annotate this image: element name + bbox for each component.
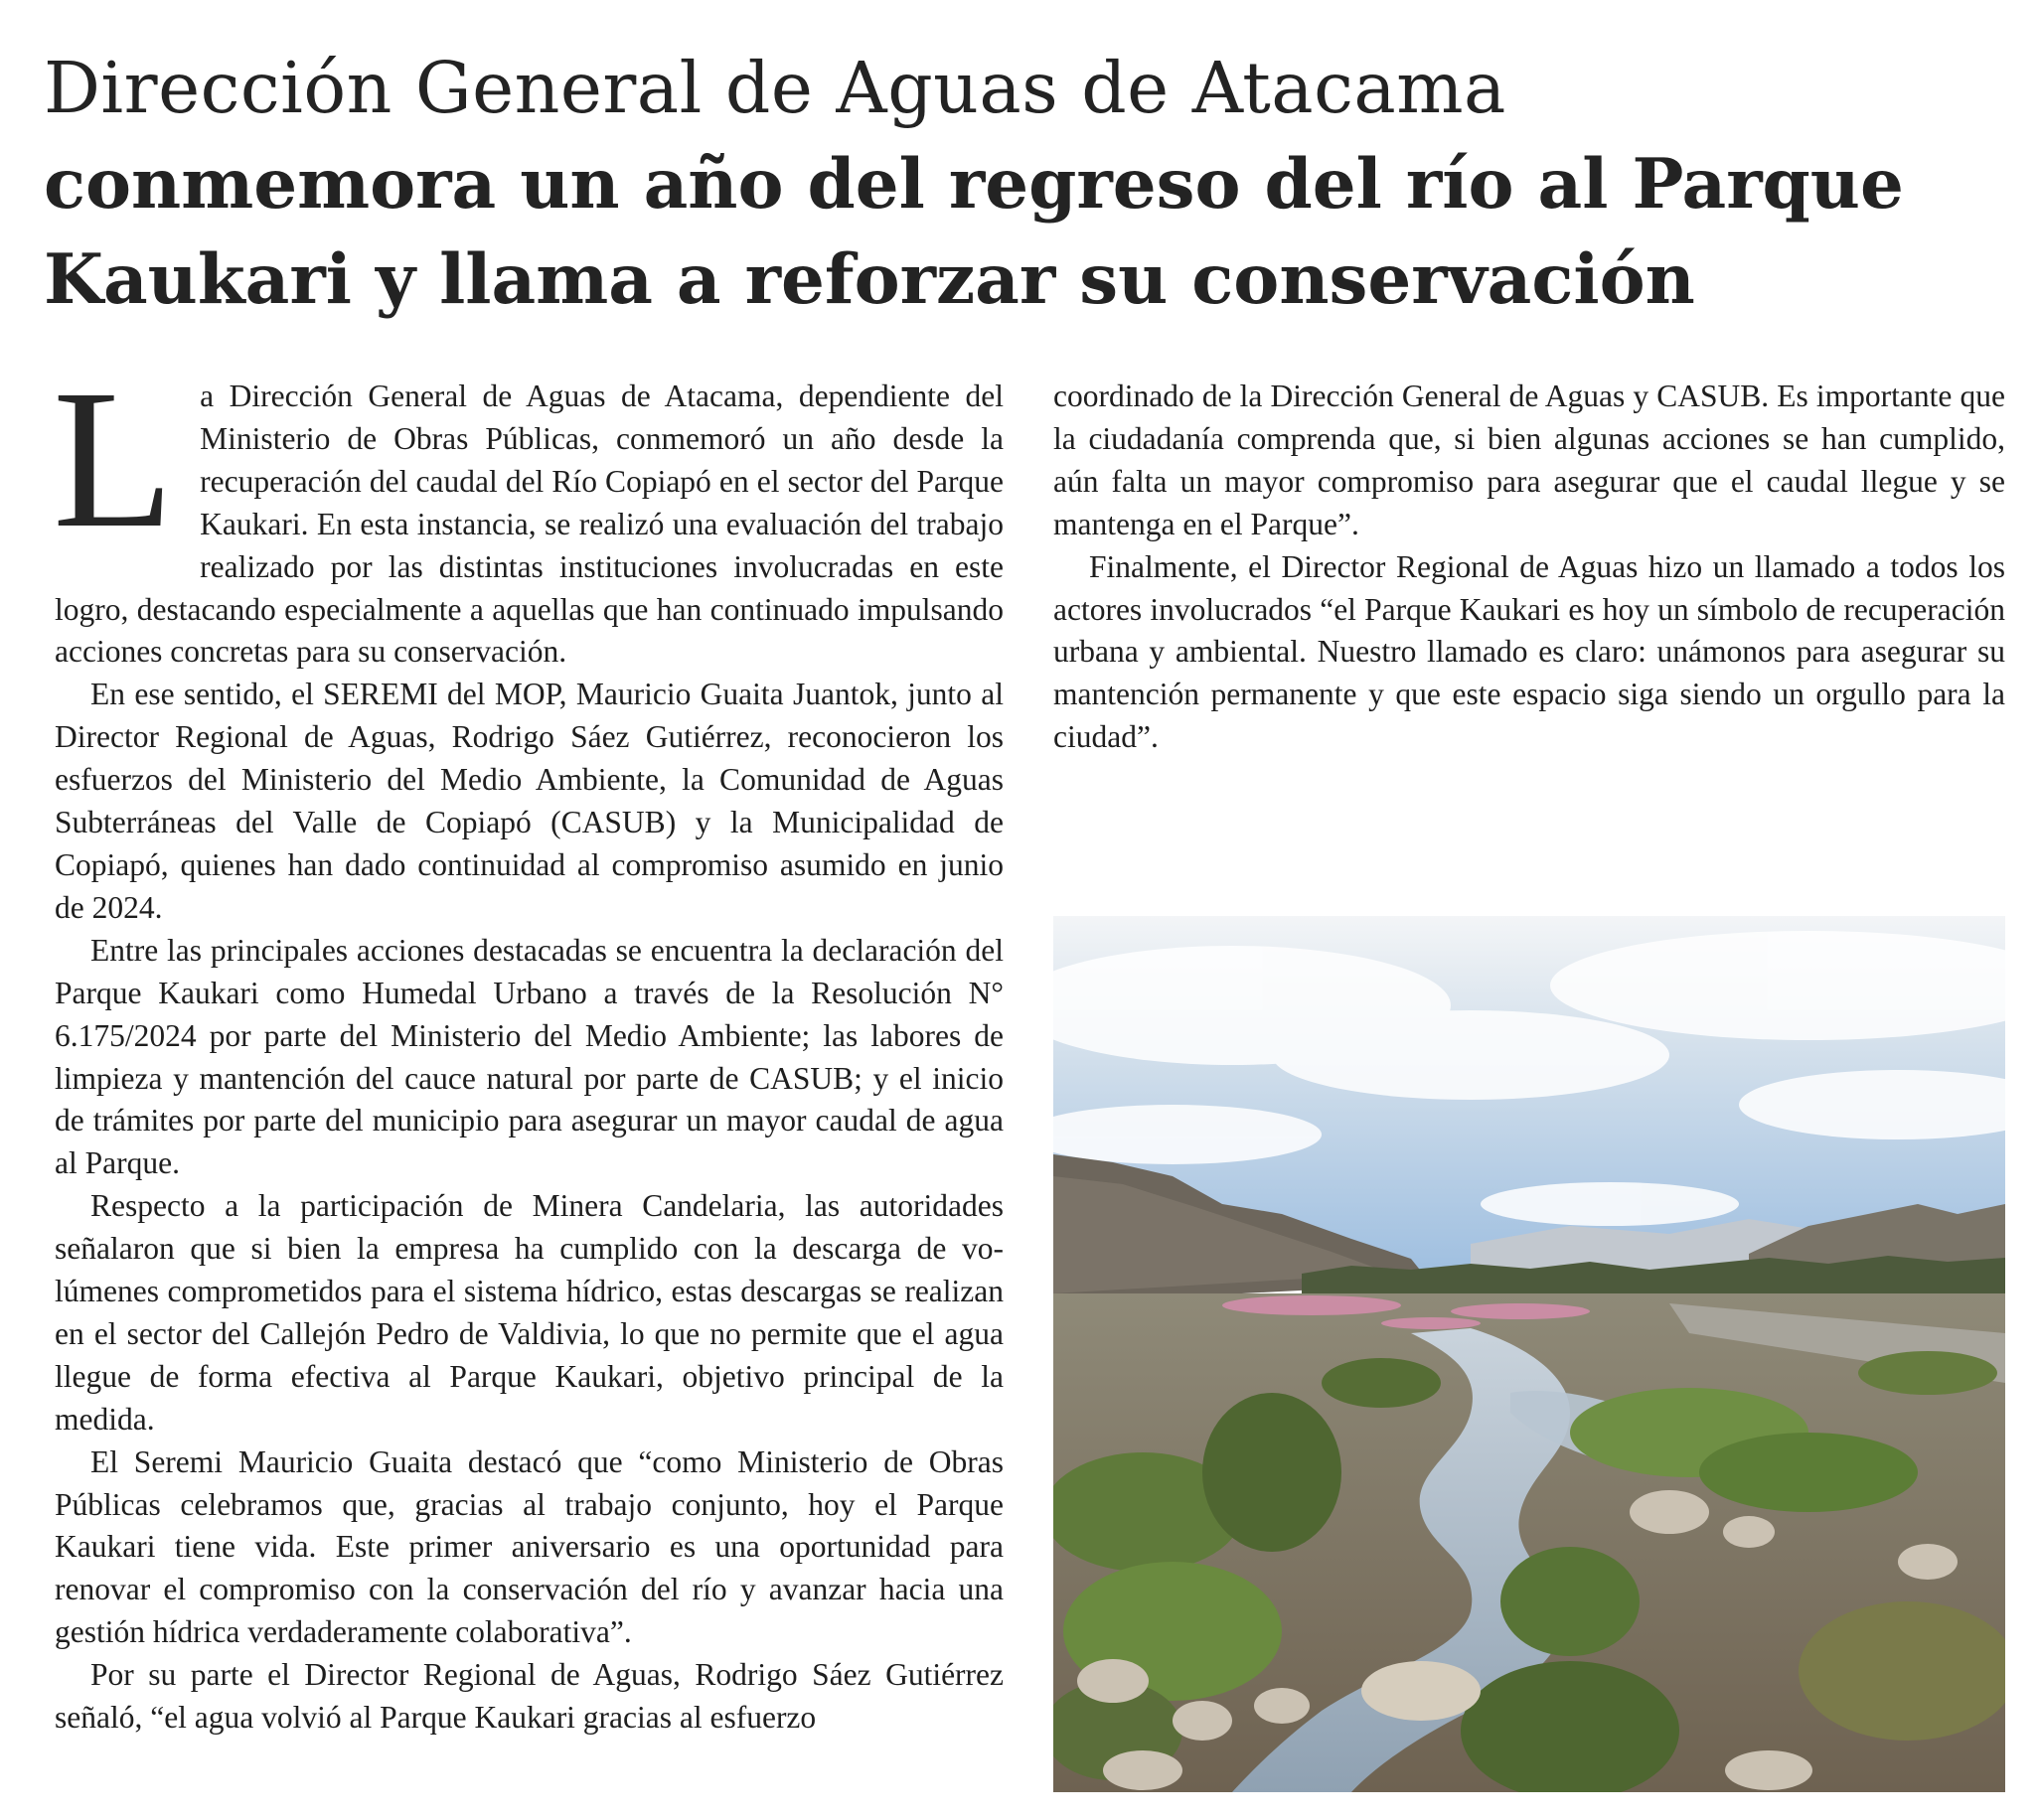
paragraph-4: Respecto a la participación de Minera Candelaria, las autoridades señalaron que si bien la empresa ha cumplido con la descarga de volúmenes comprometidos para el sistema hídrico, estas descargas se realizan en el sector del Callejón Pedro de Valdivia, lo que no permite que el agua llegue de forma efectiva al Parque Kaukari, objetivo principal de la medida.: [55, 1188, 1004, 1437]
headline-line-2: conmemora un año del regreso del río al Parque: [44, 144, 1904, 225]
paragraph-2: En ese sentido, el SEREMI del MOP, Mauricio Guaita Juantok, junto al Director Regional de Aguas, Rodrigo Sáez Gutiérrez, reconocieron los esfuerzos del Ministerio del Medio Ambiente, la Comunidad de Aguas Subterráneas del Valle de Copiapó (CASUB) y la Municipalidad de Copiapó, quienes han dado continuidad al compromiso asumido en junio de 2024.: [55, 677, 1004, 925]
paragraph-3: Entre las principales acciones destacadas se encuentra la declaración del Parque Kaukari como Humedal Urbano a través de la Resolución N° 6.175/2024 por parte del Ministerio del Medio Ambiente; las labores de limpieza y mantención del cauce natural por parte de CASUB; y el inicio de trámites por parte del municipio para asegurar un mayor caudal de agua al Parque.: [55, 932, 1004, 1181]
paragraph-7: coordinado de la Dirección General de Aguas y CASUB. Es importante que la ciudadanía comprenda que, si bien algunas acciones se han cumplido, aún falta un mayor compromiso para asegurar que el caudal llegue y se mantenga en el Parque”.: [1053, 379, 2005, 541]
paragraph-5: El Seremi Mauricio Guaita destacó que “como Ministerio de Obras Públicas celebramos que, gracias al trabajo conjunto, hoy el Parque Kaukari tiene vida. Este primer aniversario es una oportunidad para renovar el compromiso con la conservación del río y avanzar hacia una gestión hídrica verdaderamente colaborativa”.: [55, 1443, 1004, 1650]
paragraph-1: a Dirección General de Aguas de Atacama, dependiente del Ministerio de Obras Públicas, conmemoró un año desde la recuperación del caudal del Río Copiapó en el sector del Parque Kaukari. En esta instancia, se realizó una evaluación del trabajo realizado por las distintas instituciones involucradas en este logro, destacando especialmente a aquellas que han continuado impulsando acciones concretas para su conservación.: [55, 379, 1004, 670]
article-column-left: [53, 350, 1004, 1740]
paragraph-8: Finalmente, el Director Regional de Aguas hizo un llamado a todos los actores involucrados “el Parque Kaukari es hoy un símbolo de recuperación urbana y ambiental. Nuestro llamado es claro: unámonos para asegurar su mantención permanente y que este espacio siga siendo un orgullo para la ciudad”.: [1053, 548, 2005, 755]
headline-line-3: Kaukari y llama a reforzar su conservación: [44, 239, 1695, 320]
headline: [44, 40, 1991, 328]
river-park-photo: [1053, 916, 2005, 1792]
article-column-right: [1053, 376, 2005, 759]
paragraph-6: Por su parte el Director Regional de Aguas, Rodrigo Sáez Gutiérrez señaló, “el agua volvió al Parque Kaukari gracias al esfuerzo: [55, 1657, 1004, 1736]
headline-line-1: Dirección General de Aguas de Atacama: [44, 47, 1506, 129]
drop-cap: L: [53, 350, 175, 569]
